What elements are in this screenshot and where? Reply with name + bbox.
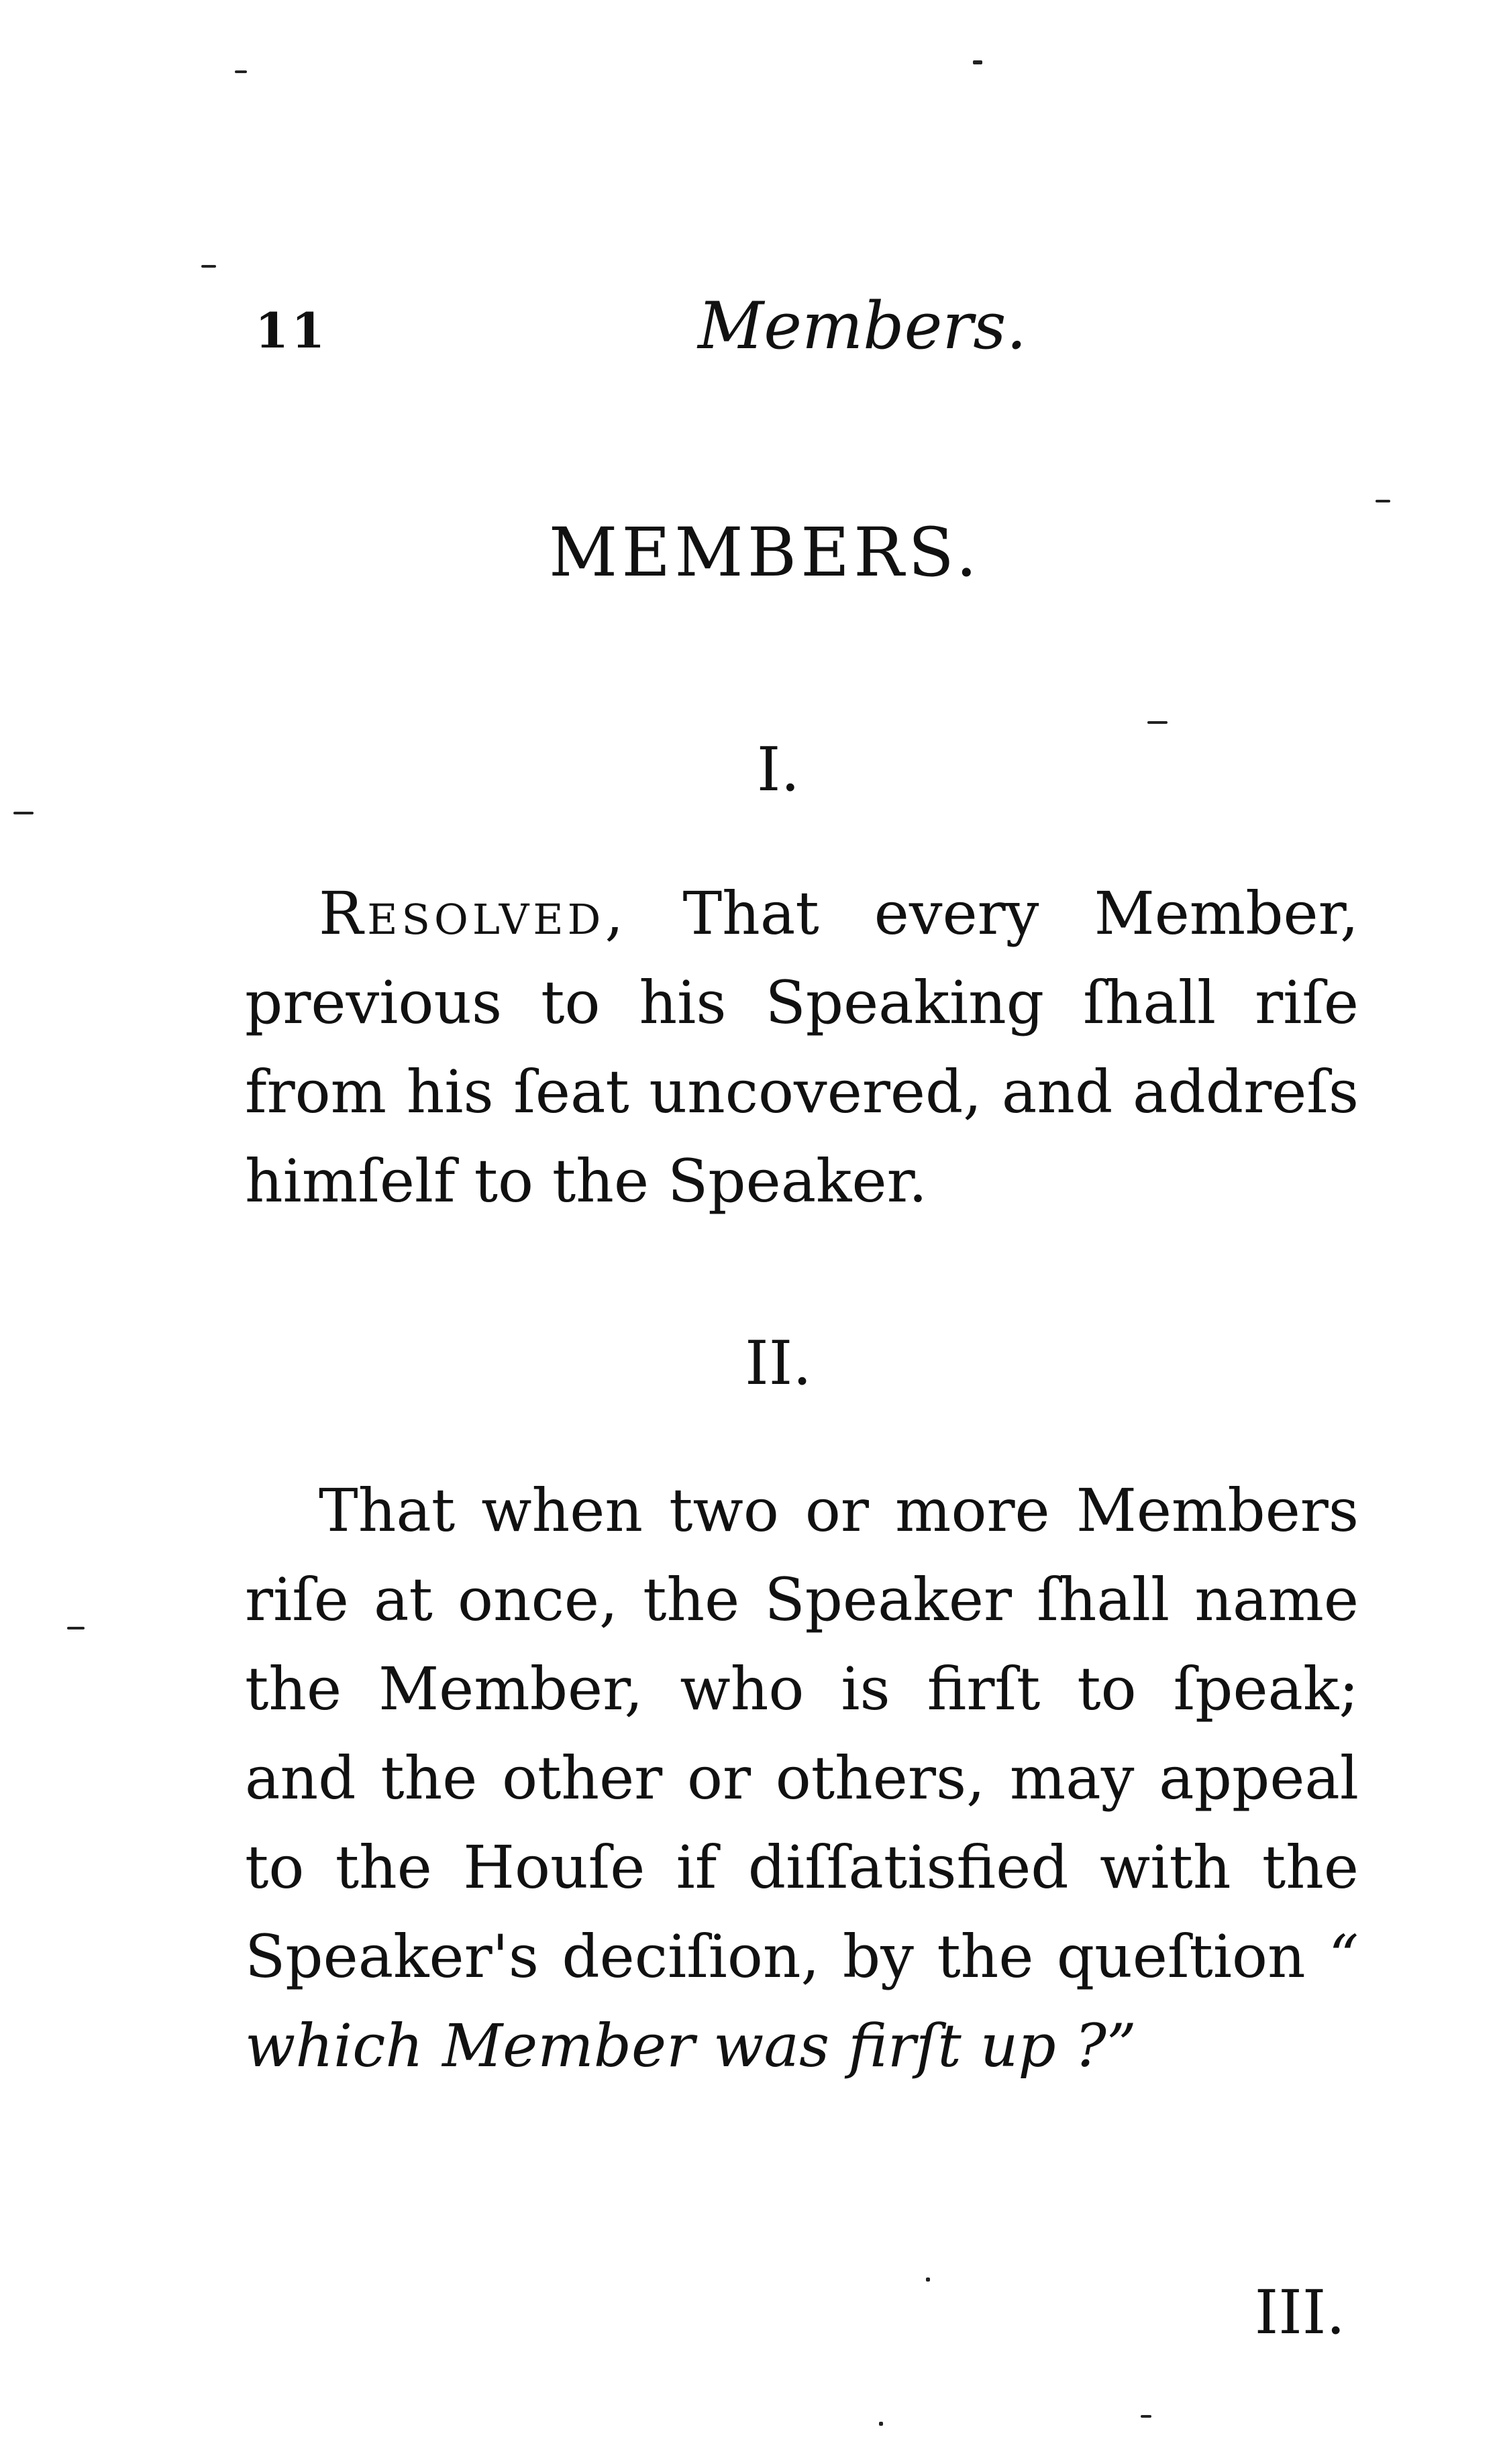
running-head [255,288,1060,369]
running-title: Members. [698,288,1027,364]
rule-numeral-1: I. [756,735,800,805]
catchword: III. [1254,2278,1345,2348]
scan-speck [1141,2415,1151,2418]
scan-speck [235,70,247,73]
scan-speck [926,2278,930,2282]
scan-speck [1147,721,1168,724]
scan-speck [201,265,216,268]
rule-text-1: That every Member, previous to his Speaking ſhall riſe from his ſeat uncovered, and addreſs himſelf to the Speaker. [245,879,1359,1216]
resolved-lead: Resolved, [319,879,628,948]
scan-speck [1376,500,1390,502]
rule-text-2: That when two or more Members riſe at once, the Speaker ſhall name the Member, who is firſt to ſpeak; and the other or others, may appeal to the Houſe if diſſatisfied with the Speaker's deciſion, by the queſtion [245,1476,1359,1991]
rule-numeral-2: II. [745,1328,812,1399]
rule-paragraph-2 [245,1466,1359,2090]
scan-speck [879,2422,883,2426]
rule-quote-2: “ which Member was firſt up ?” [245,1922,1359,2080]
scan-speck [973,60,982,64]
page-number: 11 [255,302,328,359]
rule-paragraph-1 [245,869,1359,1226]
scan-speck [13,812,34,814]
section-title: MEMBERS. [548,513,982,592]
scan-speck [67,1627,85,1629]
